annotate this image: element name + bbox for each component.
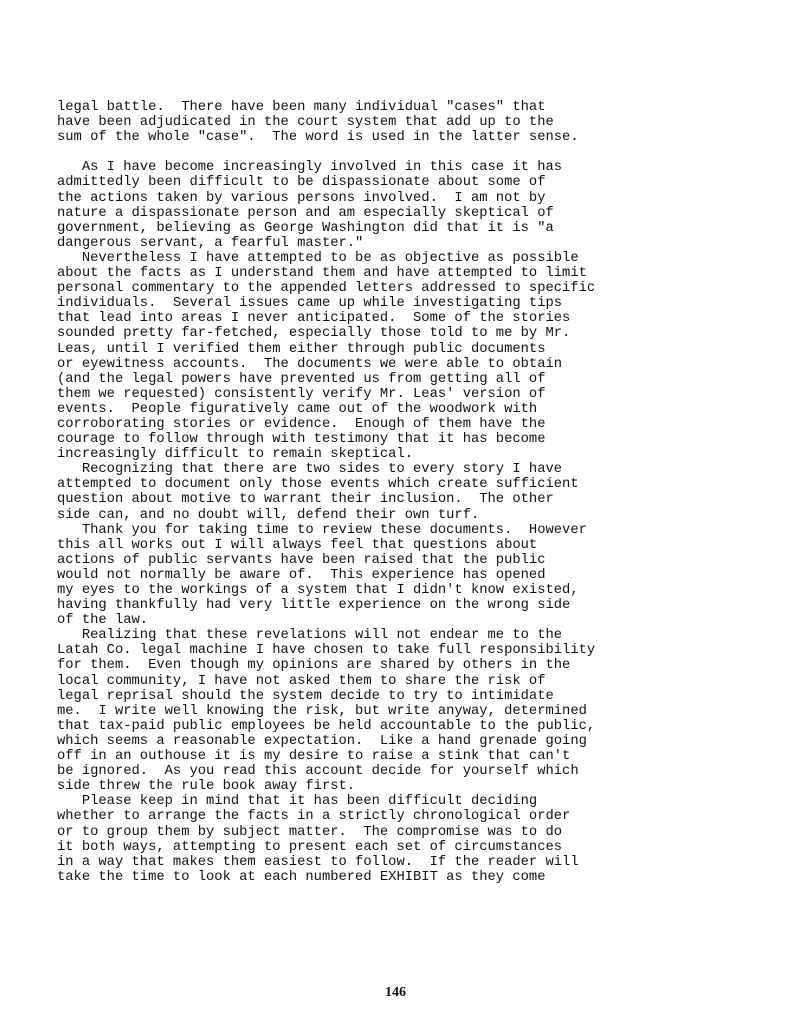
text-line: personal commentary to the appended letters addressed to specific (57, 281, 596, 297)
text-line: them we requested) consistently verify Mr. Leas' version of (57, 386, 546, 402)
text-line: would not normally be aware of. This experience has opened (57, 567, 546, 583)
text-line: have been adjudicated in the court system that add up to the (57, 115, 554, 131)
text-line: having thankfully had very little experience on the wrong side (57, 598, 571, 614)
text-line: question about motive to warrant their inclusion. The other (57, 492, 554, 508)
text-line: take the time to look at each numbered EXHIBIT as they come (57, 869, 546, 885)
text-line: Please keep in mind that it has been difficult deciding (57, 794, 538, 810)
text-line: As I have become increasingly involved in this case it has (57, 160, 563, 176)
text-line: or eyewitness accounts. The documents we were able to obtain (57, 356, 563, 372)
text-line: (and the legal powers have prevented us from getting all of (57, 371, 546, 387)
text-line: legal battle. There have been many individual "cases" that (57, 100, 546, 115)
text-line: whether to arrange the facts in a strictly chronological order (57, 809, 571, 825)
body-text (57, 100, 747, 885)
text-line: actions of public servants have been raised that the public (57, 552, 546, 568)
text-line: Realizing that these revelations will not endear me to the (57, 628, 563, 644)
text-line: of the law. (57, 613, 149, 629)
text-line: it both ways, attempting to present each set of circumstances (57, 839, 563, 855)
text-line: side can, and no doubt will, defend their own turf. (57, 507, 480, 523)
text-line: Thank you for taking time to review these documents. However (57, 522, 587, 538)
text-line: Nevertheless I have attempted to be as objective as possible (57, 250, 579, 266)
text-line: sounded pretty far-fetched, especially those told to me by Mr. (57, 326, 571, 342)
text-line: attempted to document only those events which create sufficient (57, 477, 579, 493)
text-line: about the facts as I understand them and have attempted to limit (57, 266, 587, 282)
text-line: legal reprisal should the system decide to try to intimidate (57, 688, 554, 704)
text-line: this all works out I will always feel that questions about (57, 537, 538, 553)
text-line: or to group them by subject matter. The compromise was to do (57, 824, 563, 840)
page-number: 146 (385, 985, 406, 1000)
text-line: in a way that makes them easiest to follow. If the reader will (57, 854, 579, 870)
text-line: Latah Co. legal machine I have chosen to take full responsibility (57, 643, 596, 659)
text-line: which seems a reasonable expectation. Like a hand grenade going (57, 733, 587, 749)
text-line: nature a dispassionate person and am especially skeptical of (57, 205, 554, 221)
text-line: side threw the rule book away first. (57, 779, 356, 795)
text-line: corroborating stories or evidence. Enough of them have the (57, 416, 546, 432)
text-line: me. I write well knowing the risk, but write anyway, determined (57, 703, 587, 719)
text-line: admittedly been difficult to be dispassionate about some of (57, 175, 546, 191)
text-line: for them. Even though my opinions are shared by others in the (57, 658, 571, 674)
text-line: increasingly difficult to remain skeptical. (57, 447, 414, 463)
text-line: the actions taken by various persons involved. I am not by (57, 190, 546, 206)
text-line: sum of the whole "case". The word is used in the latter sense. (57, 130, 579, 146)
text-line: Recognizing that there are two sides to every story I have (57, 462, 563, 478)
text-line: courage to follow through with testimony that it has become (57, 432, 546, 448)
text-line: my eyes to the workings of a system that I didn't know existed, (57, 583, 579, 598)
text-line: events. People figuratively came out of the woodwork with (57, 401, 538, 417)
text-line: government, believing as George Washington did that it is "a (57, 220, 554, 236)
text-line: be ignored. As you read this account decide for yourself which (57, 764, 579, 780)
text-line: that lead into areas I never anticipated. Some of the stories (57, 311, 571, 327)
text-line: individuals. Several issues came up while investigating tips (57, 296, 563, 312)
text-line: Leas, until I verified them either through public documents (57, 341, 546, 357)
text-line: off in an outhouse it is my desire to raise a stink that can't (57, 749, 571, 765)
text-line: that tax-paid public employees be held accountable to the public, (57, 718, 596, 734)
paragraph-gap (57, 145, 747, 160)
text-line: dangerous servant, a fearful master." (57, 235, 364, 251)
text-line: local community, I have not asked them to share the risk of (57, 673, 546, 689)
